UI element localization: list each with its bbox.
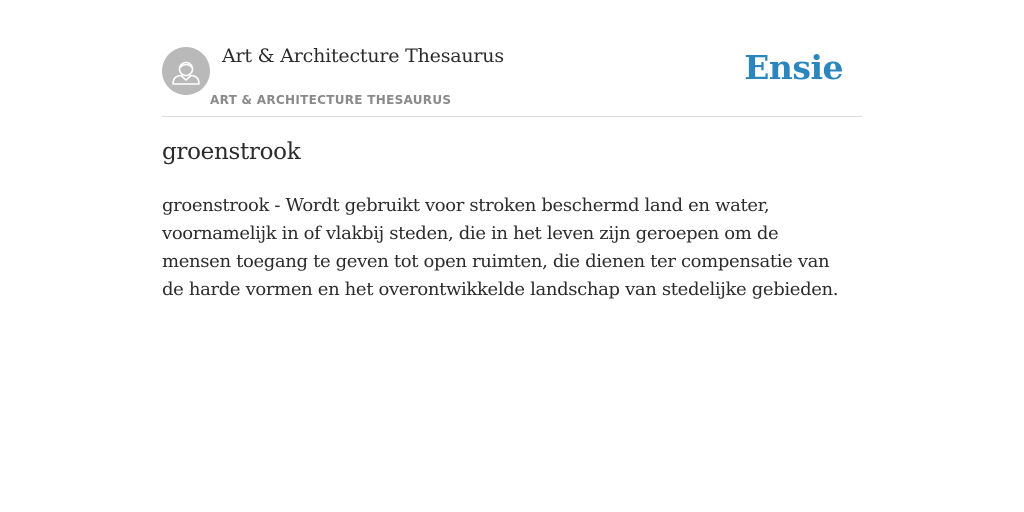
avatar[interactable] bbox=[162, 47, 210, 95]
entry-title: groenstrook bbox=[162, 139, 301, 165]
brand-logo[interactable]: Ensie bbox=[744, 48, 843, 87]
author-subtitle: ART & ARCHITECTURE THESAURUS bbox=[210, 93, 452, 107]
entry-description: groenstrook - Wordt gebruikt voor stroken beschermd land en water, voornamelijk in of vlakbij steden, die in het leven zijn geroepen om de mensen toegang te geven tot open ruimten, die dienen ter compensatie van de harde vormen en het overontwikkelde landschap van stedelijke gebieden. bbox=[162, 195, 839, 300]
entry-header bbox=[162, 40, 862, 117]
author-name[interactable]: Art & Architecture Thesaurus bbox=[222, 45, 504, 67]
user-silhouette-icon bbox=[162, 47, 210, 95]
